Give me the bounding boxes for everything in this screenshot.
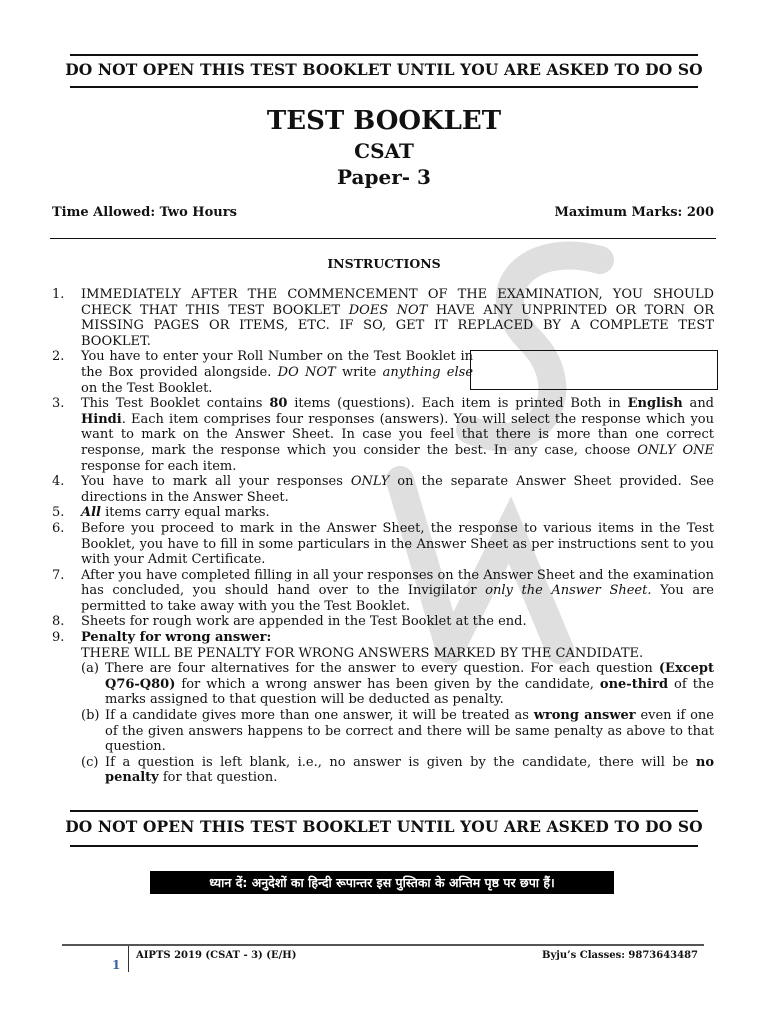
instruction-text: write	[335, 364, 383, 380]
instruction-number: 7.	[52, 567, 65, 583]
instruction-text: This Test Booklet contains	[81, 396, 270, 412]
instruction-8	[48, 614, 714, 630]
instruction-text: items (questions). Each item is printed Both in	[287, 396, 628, 412]
instruction-text: IMMEDIATELY AFTER THE COMMENCEMENT OF THE EXAMINATION, YOU SHOULD CHECK THAT THIS TEST BOOKLET	[81, 287, 714, 318]
instruction-text: items carry equal marks.	[100, 505, 270, 521]
instruction-emphasis: English	[627, 396, 683, 412]
instruction-9b	[81, 708, 714, 755]
time-allowed: Time Allowed: Two Hours	[52, 205, 237, 220]
instruction-number: 6.	[52, 520, 65, 536]
instruction-number: 8.	[52, 614, 65, 630]
instruction-3	[48, 396, 714, 474]
instruction-9	[48, 630, 714, 661]
instruction-text: If a question is left blank, i.e., no answer is given by the candidate, there will be	[105, 754, 696, 770]
footer-left: AIPTS 2019 (CSAT - 3) (E/H)	[136, 950, 297, 961]
instruction-text: Sheets for rough work are appended in the Test Booklet at the end.	[81, 614, 527, 630]
instruction-emphasis: only the Answer Sheet.	[485, 583, 652, 599]
instruction-emphasis: anything else	[382, 364, 474, 380]
instruction-emphasis: All	[81, 505, 101, 521]
bottom-rule-lower	[70, 845, 698, 847]
instruction-text: . Each item comprises four responses (answers). You will select the response which you want to mark on the Answer Sheet. In case you feel that there is more than one correct response, mark the response which you consider the best. In any case, choose	[81, 411, 714, 458]
instruction-number: 4.	[52, 474, 65, 490]
instructions-list	[48, 287, 714, 786]
instruction-emphasis: ONLY	[350, 474, 390, 490]
sub-item-label: (c)	[81, 754, 99, 770]
bottom-rule-upper	[70, 810, 698, 812]
penalty-heading: Penalty for wrong answer:	[81, 630, 272, 646]
instruction-text: You are permitted to take away with you the Test Booklet.	[81, 583, 714, 614]
instruction-emphasis: DO NOT	[277, 364, 336, 380]
exam-name: CSAT	[354, 139, 414, 163]
instruction-number: 1.	[52, 287, 65, 302]
instruction-number: 3.	[52, 396, 65, 412]
instruction-text: for which a wrong answer has been given by the candidate,	[175, 676, 600, 692]
instruction-emphasis: DOES NOT	[348, 302, 428, 318]
footer-right: Byju’s Classes: 9873643487	[542, 950, 698, 961]
instruction-text: After you have completed filling in all your responses on the Answer Sheet and the examination has concluded, you should hand over to the Invigilator	[81, 567, 714, 599]
banner-top: DO NOT OPEN THIS TEST BOOKLET UNTIL YOU ARE ASKED TO DO SO	[65, 60, 703, 79]
instruction-text: and	[682, 396, 715, 412]
instruction-text: Before you proceed to mark in the Answer Sheet, the response to various items in the Test Booklet, you have to fill in some particulars in the Answer Sheet as per instructions sent to you with your Admit Certificate.	[81, 520, 714, 568]
instruction-text: THERE WILL BE PENALTY FOR WRONG ANSWERS MARKED BY THE CANDIDATE.	[81, 645, 644, 661]
sub-item-label: (a)	[81, 661, 99, 677]
paper-number: Paper- 3	[337, 165, 431, 189]
instructions-heading: INSTRUCTIONS	[327, 256, 441, 271]
instruction-text: If a candidate gives more than one answer, it will be treated as	[105, 708, 534, 724]
sub-item-label: (b)	[81, 708, 100, 724]
top-rule-upper	[70, 54, 698, 56]
top-rule-lower	[70, 86, 698, 88]
instruction-text: of the marks assigned to that question will be deducted as penalty.	[105, 676, 714, 708]
instruction-emphasis: Hindi	[81, 411, 122, 427]
instruction-text: on the separate Answer Sheet provided. See directions in the Answer Sheet.	[81, 474, 714, 505]
instruction-4	[48, 474, 714, 505]
instruction-text: response for each item.	[81, 458, 237, 474]
instruction-number: 2.	[52, 349, 65, 365]
instruction-6	[48, 521, 714, 568]
maximum-marks: Maximum Marks: 200	[554, 205, 714, 220]
instruction-number: 5.	[52, 505, 65, 521]
instruction-emphasis: wrong answer	[533, 708, 636, 724]
instruction-emphasis: ONLY ONE	[637, 442, 714, 458]
hindi-note: ध्यान दें: अनुदेशों का हिन्दी रूपान्तर इस पुस्तिका के अन्तिम पृष्ठ पर छपा हैं।	[150, 871, 614, 894]
instruction-text: There are four alternatives for the answer to every question. For each question	[105, 661, 659, 677]
instruction-9c	[81, 755, 714, 786]
banner-bottom: DO NOT OPEN THIS TEST BOOKLET UNTIL YOU ARE ASKED TO DO SO	[65, 817, 703, 836]
instruction-2	[48, 349, 473, 396]
instruction-1	[48, 287, 714, 349]
instruction-text: even if one of the given answers happens to be correct and there will be same penalty as above to that question.	[105, 708, 714, 755]
instruction-text: on the Test Booklet.	[81, 380, 213, 396]
instruction-emphasis: (Except Q76-Q80)	[105, 661, 714, 692]
instruction-text: HAVE ANY UNPRINTED OR TORN OR MISSING PAGES OR ITEMS, ETC. IF SO, GET IT REPLACED BY A COMPLETE TEST BOOKLET.	[81, 302, 715, 349]
instruction-9a	[81, 661, 714, 708]
instruction-emphasis: no penalty	[105, 754, 714, 786]
instruction-emphasis: 80	[269, 396, 288, 412]
page-number: 1	[112, 958, 121, 972]
page-title: TEST BOOKLET	[266, 106, 502, 136]
instruction-text: for that question.	[158, 770, 278, 786]
footer-divider	[128, 946, 129, 972]
instruction-5	[48, 505, 714, 521]
instruction-text: You have to mark all your responses	[81, 474, 351, 490]
instruction-number: 9.	[52, 630, 65, 646]
footer-rule	[62, 944, 704, 946]
meta-divider	[50, 238, 716, 239]
instruction-7	[48, 568, 714, 615]
instruction-text: You have to enter your Roll Number on the Test Booklet in the Box provided alongside.	[81, 349, 473, 380]
instruction-emphasis: one-third	[599, 676, 669, 692]
